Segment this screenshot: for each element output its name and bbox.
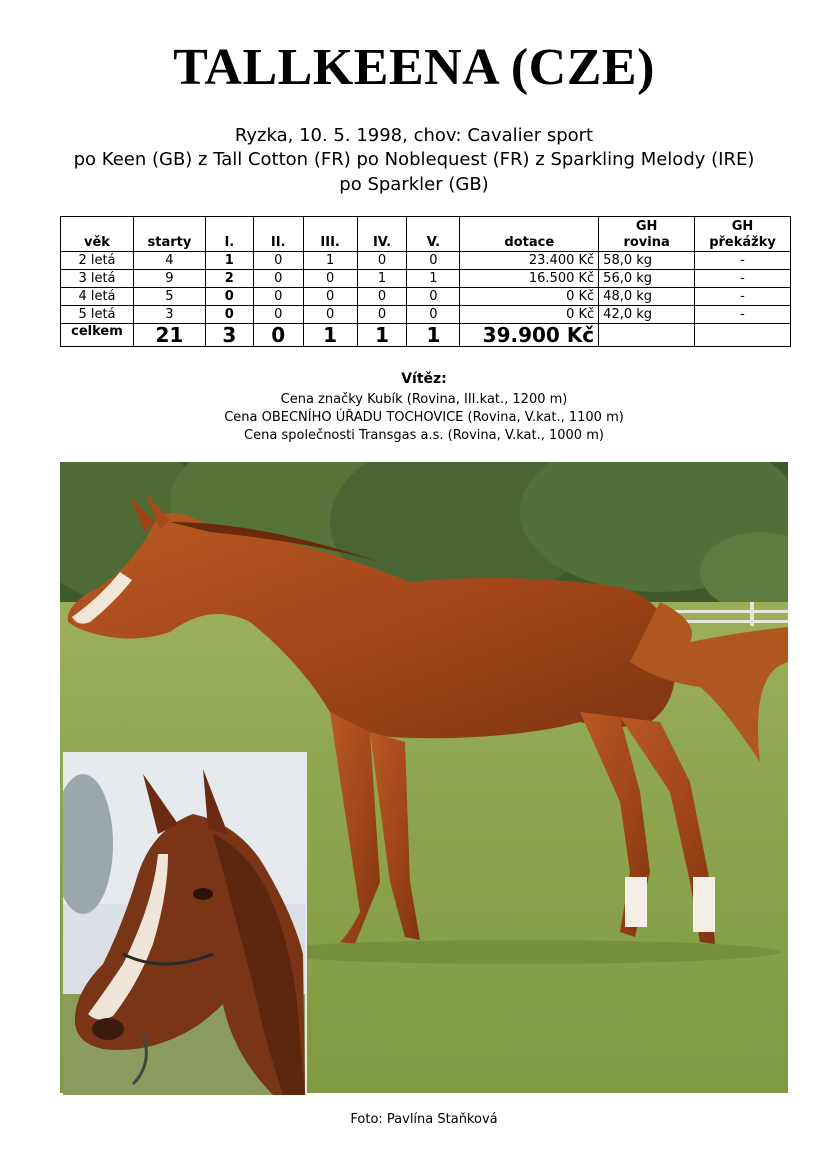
table-cell: 0 bbox=[407, 252, 460, 270]
table-cell: 0 bbox=[253, 270, 303, 288]
horse-pedigree-line-2: po Sparkler (GB) bbox=[339, 174, 489, 195]
table-cell: 0 Kč bbox=[460, 306, 599, 324]
table-cell: 0 bbox=[205, 306, 253, 324]
table-row bbox=[61, 306, 791, 324]
table-cell: 0 bbox=[303, 288, 357, 306]
gh-jumps-label: překážky bbox=[709, 235, 776, 250]
column-header-third: III. bbox=[303, 217, 357, 252]
column-header-second: II. bbox=[253, 217, 303, 252]
table-cell: 0 Kč bbox=[460, 288, 599, 306]
table-cell: 3 bbox=[133, 306, 205, 324]
table-cell: 5 bbox=[133, 288, 205, 306]
table-cell: 56,0 kg bbox=[599, 270, 695, 288]
horse-head-inset-photo bbox=[63, 752, 307, 1095]
table-cell: 0 bbox=[253, 252, 303, 270]
gh-label: GH bbox=[635, 219, 658, 234]
table-cell: 1 bbox=[407, 270, 460, 288]
table-cell: 4 bbox=[133, 252, 205, 270]
total-label: celkem bbox=[61, 324, 134, 347]
gh-flat-label: rovina bbox=[623, 235, 670, 250]
table-total-row bbox=[61, 324, 791, 347]
table-cell: 0 bbox=[357, 252, 407, 270]
horse-pedigree-line-1: po Keen (GB) z Tall Cotton (FR) po Noblequest (FR) z Sparkling Melody (IRE) bbox=[73, 149, 755, 170]
table-cell: 1 bbox=[357, 270, 407, 288]
total-cell: 3 bbox=[205, 324, 253, 347]
table-row bbox=[61, 288, 791, 306]
column-header-gh-jumps bbox=[695, 217, 791, 252]
table-cell: 23.400 Kč bbox=[460, 252, 599, 270]
race-statistics-table bbox=[60, 216, 791, 347]
table-cell: 5 letá bbox=[61, 306, 134, 324]
total-cell: 39.900 Kč bbox=[460, 324, 599, 347]
column-header-gh-flat bbox=[599, 217, 695, 252]
table-cell: 2 letá bbox=[61, 252, 134, 270]
table-cell: 48,0 kg bbox=[599, 288, 695, 306]
total-cell bbox=[695, 324, 791, 347]
column-header-age: věk bbox=[61, 217, 134, 252]
horse-info-line-1: Ryzka, 10. 5. 1998, chov: Cavalier sport bbox=[234, 125, 594, 146]
table-cell: - bbox=[695, 252, 791, 270]
table-cell: 1 bbox=[205, 252, 253, 270]
column-header-fifth: V. bbox=[407, 217, 460, 252]
total-cell bbox=[599, 324, 695, 347]
table-cell: 0 bbox=[303, 306, 357, 324]
table-cell: 0 bbox=[303, 270, 357, 288]
column-header-fourth: IV. bbox=[357, 217, 407, 252]
table-cell: 0 bbox=[407, 306, 460, 324]
table-cell: - bbox=[695, 288, 791, 306]
winner-race-1: Cena značky Kubík (Rovina, III.kat., 1200 m) bbox=[280, 392, 568, 407]
table-cell: 4 letá bbox=[61, 288, 134, 306]
table-cell: 3 letá bbox=[61, 270, 134, 288]
table-cell: - bbox=[695, 306, 791, 324]
winner-race-2: Cena OBECNÍHO ÚŘADU TOCHOVICE (Rovina, V.kat., 1100 m) bbox=[224, 410, 624, 425]
table-header-row bbox=[61, 217, 791, 252]
table-cell: 16.500 Kč bbox=[460, 270, 599, 288]
table-cell: 2 bbox=[205, 270, 253, 288]
total-cell: 1 bbox=[303, 324, 357, 347]
table-cell: 0 bbox=[253, 288, 303, 306]
table-cell: 0 bbox=[407, 288, 460, 306]
table-row bbox=[61, 252, 791, 270]
total-cell: 0 bbox=[253, 324, 303, 347]
table-cell: 0 bbox=[357, 306, 407, 324]
gh-label: GH bbox=[731, 219, 754, 234]
total-cell: 1 bbox=[357, 324, 407, 347]
column-header-starts: starty bbox=[133, 217, 205, 252]
horse-name-title: TALLKEENA (CZE) bbox=[173, 39, 655, 96]
table-cell: 42,0 kg bbox=[599, 306, 695, 324]
winner-race-3: Cena společnosti Transgas a.s. (Rovina, V.kat., 1000 m) bbox=[244, 428, 604, 443]
photo-credit: Foto: Pavlína Staňková bbox=[350, 1112, 498, 1127]
column-header-prize-money: dotace bbox=[460, 217, 599, 252]
total-cell: 1 bbox=[407, 324, 460, 347]
table-cell: 1 bbox=[303, 252, 357, 270]
table-cell: 0 bbox=[205, 288, 253, 306]
table-cell: 0 bbox=[253, 306, 303, 324]
table-cell: 58,0 kg bbox=[599, 252, 695, 270]
winner-heading: Vítěz: bbox=[401, 371, 447, 387]
column-header-first: I. bbox=[205, 217, 253, 252]
table-cell: - bbox=[695, 270, 791, 288]
table-row bbox=[61, 270, 791, 288]
table-cell: 0 bbox=[357, 288, 407, 306]
table-cell: 9 bbox=[133, 270, 205, 288]
total-cell: 21 bbox=[133, 324, 205, 347]
